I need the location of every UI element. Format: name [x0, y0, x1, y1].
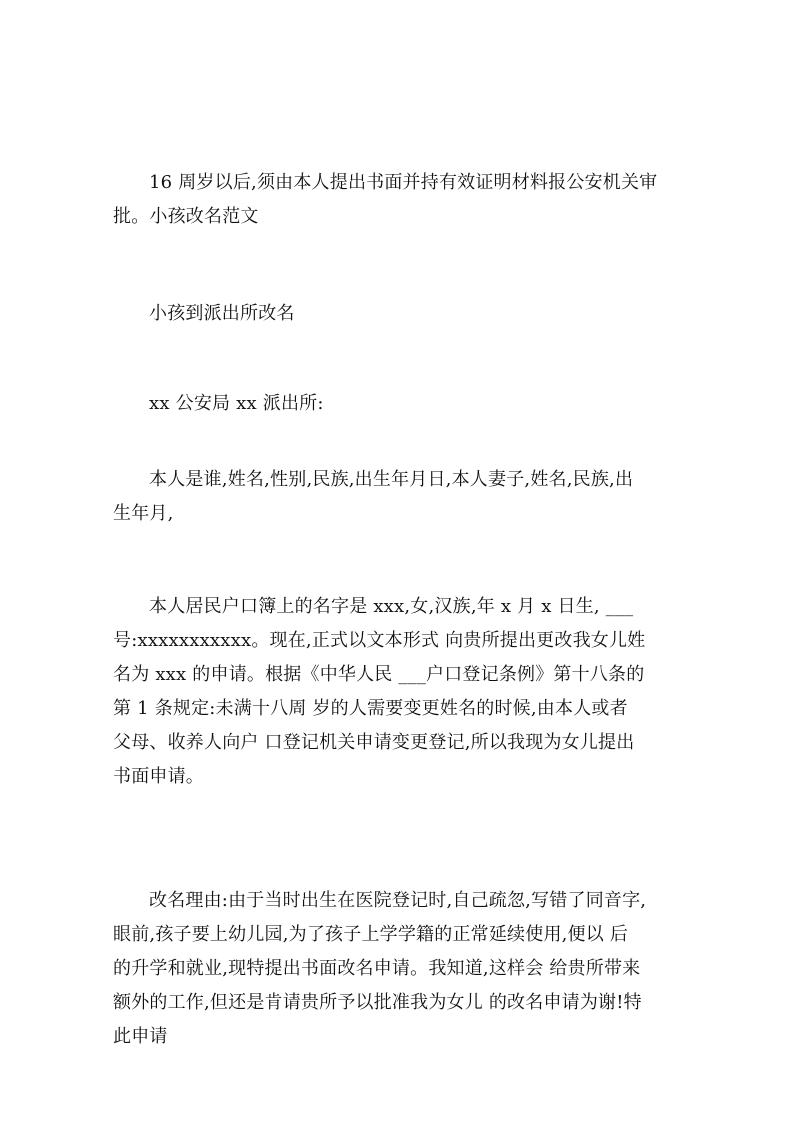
text-line: 书面申请。	[113, 766, 204, 787]
text-line: 改名理由:由于当时出生在医院登记时,自己疏忽,写错了同音字,	[149, 890, 647, 911]
text-line: 批。小孩改名范文	[113, 206, 259, 227]
text-line: 额外的工作,但还是肯请贵所予以批准我为女儿 的改名申请为谢!特	[113, 992, 642, 1013]
text-line: 眼前,孩子要上幼儿园,为了孩子上学学籍的正常延续使用,便以 后	[113, 924, 629, 945]
text-line: 生年月,	[113, 503, 174, 524]
text-line: 小孩到派出所改名	[149, 303, 295, 324]
text-line: 的升学和就业,现特提出书面改名申请。我知道,这样会 给贵所带来	[113, 958, 641, 979]
paragraph-reason	[113, 816, 690, 1122]
text-line: xx 公安局 xx 派出所:	[149, 393, 324, 414]
text-line: 此申请	[113, 1026, 168, 1047]
text-line: 父母、收养人向户 口登记机关申请变更登记,所以我现为女儿提出	[113, 732, 635, 753]
text-line: 16 周岁以后,须由本人提出书面并持有效证明材料报公安机关审	[149, 172, 658, 193]
text-line: 号:xxxxxxxxxxx。现在,正式以文本形式 向贵所提出更改我女儿姓	[113, 630, 646, 651]
text-line: 本人居民户口簿上的名字是 xxx,女,汉族,年 x 月 x 日生, ___	[149, 596, 634, 617]
text-line: 第 1 条规定:未满十八周 岁的人需要变更姓名的时候,由本人或者	[113, 698, 628, 719]
paragraph-application-body	[113, 522, 690, 862]
text-line: 本人是谁,姓名,性别,民族,出生年月日,本人妻子,姓名,民族,出	[149, 469, 634, 490]
text-line: 名为 xxx 的申请。根据《中华人民 ___户口登记条例》第十八条的	[113, 664, 645, 685]
